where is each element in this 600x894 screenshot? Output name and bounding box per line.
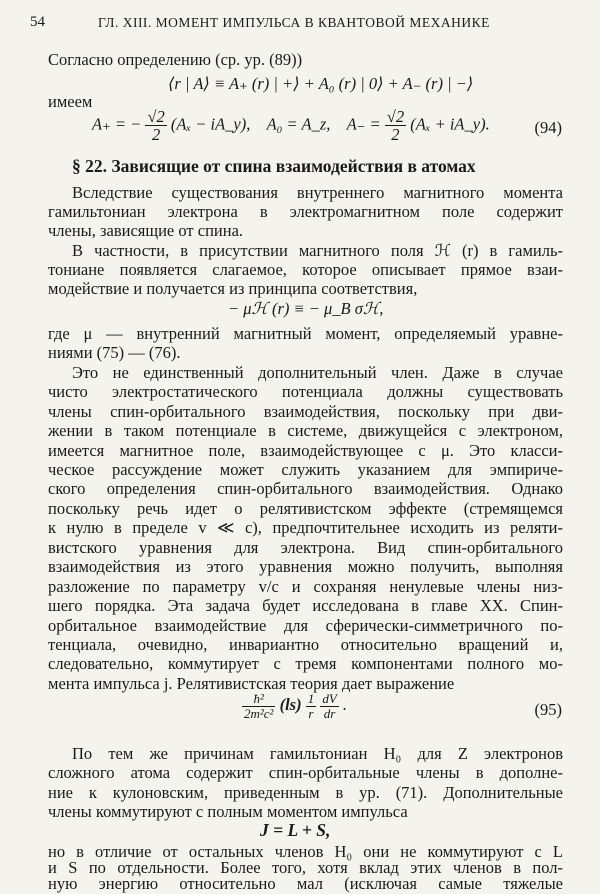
eq94-fraction-2 [385, 108, 406, 144]
eq94-frac1-num: √2 [147, 107, 165, 126]
eq95-frac2-den: r [308, 705, 314, 721]
running-header [30, 14, 570, 36]
equation-total-momentum: J = L + S, [260, 820, 331, 840]
eq95-frac2-num: 1 [307, 691, 315, 706]
para6-line: и S по отдельности. Более того, хотя вклад этих членов в пол- [48, 858, 563, 877]
para5-line: ние к кулоновским, приведенным в ур. (71). Дополнительные [48, 783, 563, 802]
eq95-frac1-den: 2m²c² [244, 705, 274, 721]
eq94-part-e: (Aₓ + iA_y). [410, 114, 490, 134]
intro-line-2: имеем [48, 92, 93, 111]
para4-line: члены спин-орбитального взаимодействия, поскольку при дви- [48, 402, 563, 421]
intro-line-1: Согласно определению (ср. ур. (89)) [48, 50, 303, 69]
para4-line: жении в таком потенциале в системе, движущейся с электроном, [48, 421, 563, 440]
equation-magnetic-term: − μℋ (r) ≡ − μ_B σℋ, [228, 299, 384, 318]
para4-line: ческое рассуждение может служить указанием для эмпириче- [48, 460, 563, 479]
para3-line: где μ — внутренний магнитный момент, определяемый уравне- [48, 324, 563, 343]
equation-95 [242, 692, 347, 720]
para5-line: По тем же причинам гамильтониан H₀ для Z электронов [72, 744, 563, 763]
para1-line: Вследствие существования внутреннего магнитного момента [72, 183, 563, 202]
para4-line: тенциала, очевидно, инвариантно относительно вращений и, [48, 635, 563, 654]
para4-line: вистского уравнения для электрона. Вид спин-орбитального [48, 538, 563, 557]
para4-line: разложение по параметру v/c и сохраняя ненулевые члены низ- [48, 577, 563, 596]
para4-line: следовательно, коммутирует с тремя компонентами полного мо- [48, 654, 563, 673]
para5-line: сложного атома содержит спин-орбитальные члены в дополне- [48, 763, 563, 782]
para4-line: орбитальное взаимодействие для сферически-симметричного по- [48, 616, 563, 635]
eq95-end: . [342, 694, 348, 714]
eq94-frac2-num: √2 [386, 107, 405, 126]
para5-line: члены коммутируют с полным моментом импульса [48, 802, 408, 821]
eq94-part-b: (Aₓ − iA_y), [170, 114, 251, 134]
para4-line: взаимодействия из этого уравнения можно получить, выполняя [48, 557, 563, 576]
equation-number-94: (94) [534, 118, 562, 137]
eq95-frac3-num: dV [322, 691, 337, 706]
para4-line: шего порядка. Эта задача будет исследована в главе XX. Спин- [48, 596, 563, 615]
para1-line: члены, зависящие от спина. [48, 221, 244, 240]
para2-line: В частности, в присутствии магнитного поля ℋ (r) в гамиль- [72, 241, 563, 260]
eq94-frac2-den: 2 [391, 125, 400, 145]
para4-line: ского определения спин-орбитального взаимодействия. Однако [48, 479, 563, 498]
eq95-frac3-den: dr [323, 705, 336, 721]
para6-line: ную энергию относительно мал (исключая самые тяжелые [48, 874, 563, 893]
equation-94 [92, 108, 490, 144]
para4-line: к нулю в пределе v ≪ c), предпочтительнее исходить из реляти- [48, 518, 563, 537]
eq95-ls-term: (ls) [279, 694, 302, 714]
para4-line: Это не единственный дополнительный член. Даже в случае [72, 363, 563, 382]
page-number: 54 [30, 14, 45, 30]
para4-line: поскольку речь идет о релятивистском эффекте (стремящемся [48, 499, 563, 518]
para1-line: гамильтониан электрона в электромагнитном поле содержит [48, 202, 563, 221]
eq94-part-a: A₊ = − [92, 114, 142, 134]
para2-line: тониане появляется слагаемое, которое описывает прямое взаи- [48, 260, 563, 279]
para6-line: но в отличие от остальных членов H₀ они не коммутируют с L [48, 842, 563, 861]
eq95-fraction-2 [306, 692, 317, 720]
running-title: ГЛ. XIII. МОМЕНТ ИМПУЛЬСА В КВАНТОВОЙ МЕХАНИКЕ [98, 15, 490, 30]
eq94-part-d: A₋ = [346, 114, 381, 134]
eq95-fraction-1 [242, 692, 275, 720]
eq94-fraction-1 [145, 108, 166, 144]
para2-line: модействие и получается из принципа соответствия, [48, 279, 418, 298]
equation-state-decomposition: ⟨r | A⟩ ≡ A₊ (r) | +⟩ + A₀ (r) | 0⟩ + A₋ (r) | −⟩ [168, 74, 474, 93]
eq94-part-c: A₀ = A_z, [266, 114, 331, 134]
equation-number-95: (95) [534, 700, 562, 719]
para4-line: чисто электростатического потенциала должны существовать [48, 382, 563, 401]
para4-line: имеется магнитное поле, взаимодействующее с μ. Это класси- [48, 441, 563, 460]
para4-line: мента импульса j. Релятивистская теория дает выражение [48, 674, 455, 693]
eq94-frac1-den: 2 [151, 125, 161, 145]
para3-line: ниями (75) — (76). [48, 343, 181, 362]
eq95-fraction-3 [320, 692, 338, 720]
section-title: § 22. Зависящие от спина взаимодействия в атомах [72, 156, 476, 176]
eq95-frac1-num: ħ² [242, 692, 275, 707]
